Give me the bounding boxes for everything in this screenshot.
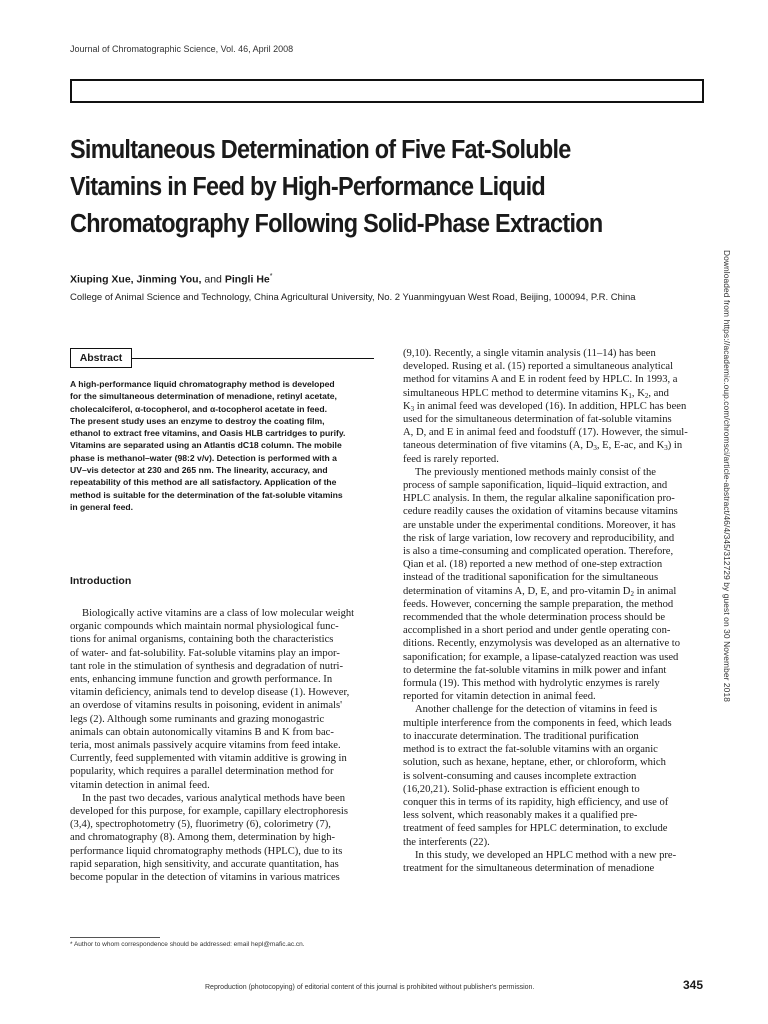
body-line: animals can obtain autonomically vitamins B and K from bac-: [70, 726, 334, 738]
body-line: feeds. However, concerning the sample preparation, the method: [403, 598, 674, 610]
abstract-line: UV–vis detector at 230 and 265 nm. The linearity, accuracy, and: [70, 465, 328, 476]
body-line: treatment of feed samples for HPLC determination, to exclude: [403, 823, 668, 835]
body-line: to inaccurate determination. The traditional purification: [403, 730, 639, 742]
body-line: process of sample saponification, liquid–liquid extraction, and: [403, 480, 668, 492]
body-line: [403, 400, 705, 413]
body-line: become popular in the detection of vitamins in various matrices: [70, 872, 340, 884]
abstract-line: in general feed.: [70, 501, 134, 512]
body-line: recommended that the whole determination process should be: [403, 612, 666, 624]
body-line: method is to extract the fat-soluble vitamins with an organic: [403, 744, 658, 756]
body-line: [403, 439, 705, 452]
body-line: HPLC analysis. In them, the regular alkaline saponification pro-: [403, 493, 675, 505]
body-line: reported for vitamin detection in animal feed.: [403, 691, 596, 703]
body-line: Currently, feed supplemented with vitamin additive is growing in: [70, 753, 347, 765]
body-line: legs (2). Although some ruminants and grazing monogastric: [70, 713, 325, 725]
body-line: developed for this purpose, for example, capillary electrophoresis: [70, 806, 348, 818]
body-line: organic compounds which maintain normal physiological func-: [70, 621, 339, 633]
abstract-line: method is suitable for the determination of the fat-soluble vitamins: [70, 489, 343, 500]
body-line: is also a time-consuming and complicated operation. Therefore,: [403, 546, 674, 558]
corresponding-author: Pingli He: [224, 273, 270, 286]
body-line: The previously mentioned methods mainly consist of the: [415, 466, 656, 478]
text-run: K: [403, 400, 411, 412]
body-line: [403, 585, 705, 598]
text-run: simultaneous HPLC method to determine vitamins K: [403, 387, 629, 399]
body-line: performance liquid chromatography methods (HPLC), due to its: [70, 845, 343, 857]
body-line: feed is rarely reported.: [403, 453, 499, 465]
page-number: 345: [683, 978, 704, 992]
article-title: [70, 132, 640, 243]
title-line: Chromatography Following Solid-Phase Extraction: [70, 210, 603, 238]
text-run: in animal: [633, 585, 677, 597]
body-line: developed. Rusing et al. (15) reported a simultaneous analytical: [403, 361, 674, 373]
text-run: in animal feed was developed (16). In addition, HPLC has been: [414, 400, 687, 412]
body-line: to determine the fat-soluble vitamins in milk power and infant: [403, 664, 667, 676]
body-line: Biologically active vitamins are a class of low molecular weight: [82, 608, 355, 619]
correspondence-footnote: * Author to whom correspondence should be addressed: email hepl@mafic.ac.cn.: [70, 941, 305, 948]
abstract-line: for the simultaneous determination of menadione, retinyl acetate,: [70, 391, 337, 402]
author-list: [70, 273, 272, 286]
reproduction-notice: Reproduction (photocopying) of editorial content of this journal is prohibited without publisher's permission.: [205, 984, 535, 991]
journal-citation: Journal of Chromatographic Science, Vol. 46, April 2008: [70, 44, 294, 54]
body-line: ents, enhancing immune function and growth performance. In: [70, 674, 333, 686]
body-line: A, D, and E in animal feed and foodstuff (17). However, the simul-: [403, 427, 688, 439]
body-line: In this study, we developed an HPLC method with a new pre-: [415, 849, 677, 861]
subscript: 1: [628, 391, 632, 400]
abstract-line: phase is methanol–water (98:2 v/v). Detection is performed with a: [70, 452, 337, 463]
subscript: 3: [593, 444, 597, 453]
title-line: Vitamins in Feed by High-Performance Liquid: [70, 173, 546, 201]
body-line: In the past two decades, various analytical methods have been: [82, 792, 345, 804]
body-line: (9,10). Recently, a single vitamin analysis (11–14) has been: [403, 348, 656, 359]
author-names: Xiuping Xue, Jinming You,: [70, 273, 202, 286]
body-line: rapid separation, high sensitivity, and accurate quantitation, has: [70, 858, 339, 870]
body-line: is solvent-consuming and causes incomplete extraction: [403, 770, 637, 782]
abstract-line: ethanol to extract free vitamins, and Oasis HLB cartridges to purify.: [70, 428, 346, 439]
text-run: ) in: [667, 440, 683, 452]
text-run: , E, E-ac, and K: [596, 440, 665, 452]
introduction-heading: Introduction: [70, 575, 132, 587]
body-line: the risk of large variation, low recovery and reproducibility, and: [403, 532, 675, 544]
download-watermark: Downloaded from https://academic.oup.com/chromsci/article-abstract/46/4/345/312729 by guest on 30 November 2018: [722, 250, 732, 702]
body-line: vitamin deficiency, animals tend to develop disease (1). However,: [70, 687, 350, 699]
footnote-rule: [70, 937, 160, 938]
body-line: conquer this in terms of its rapidity, high efficiency, and use of: [403, 796, 669, 808]
abstract-body: [70, 378, 374, 513]
subscript: 2: [644, 391, 649, 400]
body-line: tions for animal organisms, containing both the characteristics: [70, 634, 334, 646]
body-line: Another challenge for the detection of vitamins in feed is: [415, 704, 658, 716]
body-line: saponification; for example, a lipase-catalyzed reaction was used: [403, 651, 679, 663]
body-line: are unstable under the experimental conditions. Moreover, it has: [403, 519, 676, 531]
abstract-line: Vitamins are separated using an Atlantis dC18 column. The mobile: [70, 440, 342, 451]
body-line: vitamin detection in animal feed.: [70, 779, 210, 791]
body-line: an overdose of vitamins results in poisoning, evident in animals': [70, 700, 343, 712]
body-line: popularity, which requires a parallel determination method for: [70, 766, 334, 778]
text-run: determination of vitamins A, D, E, and pro-vitamin D: [403, 585, 631, 597]
title-line: Simultaneous Determination of Five Fat-Soluble: [70, 136, 571, 164]
body-line: formula (19). This method with hydrolytic enzymes is rarely: [403, 678, 660, 690]
body-line: teria, most animals passively acquire vitamins from feed intake.: [70, 740, 341, 752]
body-line: treatment for the simultaneous determination of menadione: [403, 862, 655, 874]
body-line: used for the simultaneous determination of fat-soluble vitamins: [403, 414, 672, 426]
text-run: , and: [648, 387, 669, 399]
subscript: 3: [410, 404, 415, 413]
abstract-line: A high-performance liquid chromatography method is developed: [70, 379, 335, 389]
body-line: method for vitamins A and E in rodent feed by HPLC. In 1993, a: [403, 374, 678, 386]
body-line: instead of the traditional saponification for the simultaneous: [403, 572, 659, 584]
footnote-mark: *: [269, 273, 273, 280]
body-line: less solvent, which reasonably makes it a qualified pre-: [403, 810, 638, 822]
body-line: accomplished in a short period and under gentle operating con-: [403, 625, 671, 637]
body-line: tant role in the stimulation of synthesis and degradation of nutri-: [70, 660, 344, 672]
body-line: (16,20,21). Solid-phase extraction is efficient enough to: [403, 783, 640, 795]
body-line: ditions. Recently, enzymolysis was developed as an alternative to: [403, 638, 681, 650]
text-run: taneous determination of five vitamins (A, D: [403, 440, 594, 452]
body-line: Qian et al. (18) reported a new method of one-step extraction: [403, 559, 663, 571]
text-run: , K: [631, 387, 645, 399]
body-line: solution, such as hexane, heptane, ether, or chloroform, which: [403, 757, 666, 769]
body-line: the interferents (22).: [403, 836, 490, 848]
subscript: 3: [664, 444, 668, 453]
left-column-body: [70, 607, 374, 884]
body-line: multiple interference from the components in feed, which leads: [403, 717, 672, 729]
author-and: and: [201, 273, 225, 286]
abstract-heading: Abstract: [70, 348, 132, 368]
right-column-body: [403, 347, 705, 875]
abstract-line: cholecalciferol, α-tocopherol, and α-tocopherol acetate in feed.: [70, 403, 327, 414]
abstract-line: The present study uses an enzyme to destroy the coating film,: [70, 415, 325, 426]
body-line: cedure readily causes the oxidation of vitamins because vitamins: [403, 506, 678, 518]
body-line: [403, 387, 705, 400]
body-line: (3,4), spectrophotometry (5), fluorimetry (6), colorimetry (7),: [70, 819, 331, 831]
affiliation: College of Animal Science and Technology, China Agricultural University, No. 2 Yuanmingyuan West Road, Beijing, 100094, P.R. China: [70, 292, 636, 303]
subscript: 2: [630, 589, 634, 598]
header-box: [70, 79, 704, 103]
abstract-line: repeatability of this method are all satisfactory. Application of the: [70, 477, 337, 488]
body-line: of water- and fat-solubility. Fat-soluble vitamins play an impor-: [70, 647, 340, 659]
abstract-rule: [132, 358, 374, 359]
body-line: and chromatography (8). Among them, determination by high-: [70, 832, 336, 844]
